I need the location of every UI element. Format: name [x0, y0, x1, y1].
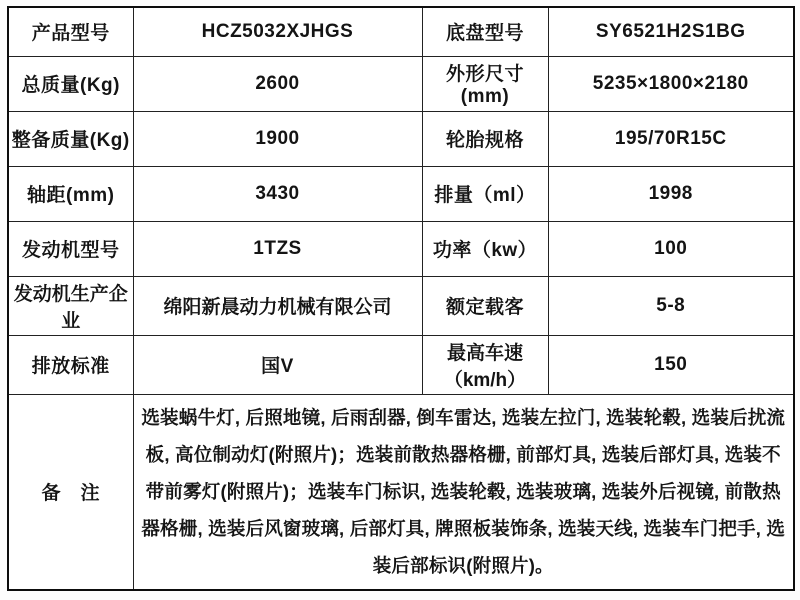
label-rated-passengers: 额定载客 — [422, 276, 548, 335]
remark-line-3: 带前雾灯(附照片)；选装车门标识, 选装轮毂, 选装玻璃, 选装外后视镜, 前散热 — [145, 481, 781, 503]
label-chassis-model: 底盘型号 — [422, 7, 548, 56]
label-curb-mass: 整备质量(Kg) — [8, 111, 133, 166]
table-row — [8, 111, 794, 166]
value-max-speed: 150 — [548, 335, 794, 394]
label-tire-spec: 轮胎规格 — [422, 111, 548, 166]
table-row — [8, 335, 794, 394]
label-dimensions: 外形尺寸(mm) — [422, 56, 548, 111]
value-dimensions: 5235×1800×2180 — [548, 56, 794, 111]
label-wheelbase: 轴距(mm) — [8, 166, 133, 221]
table-row — [8, 221, 794, 276]
value-engine-manufacturer: 绵阳新晨动力机械有限公司 — [133, 276, 422, 335]
value-total-mass: 2600 — [133, 56, 422, 111]
label-product-model: 产品型号 — [8, 7, 133, 56]
value-emission-standard: 国V — [133, 335, 422, 394]
label-power: 功率（kw） — [422, 221, 548, 276]
table-row-remarks — [8, 394, 794, 590]
label-emission-standard: 排放标准 — [8, 335, 133, 394]
remark-line-4: 器格栅, 选装后风窗玻璃, 后部灯具, 牌照板装饰条, 选装天线, 选装车门把手, 选 — [141, 518, 786, 540]
value-engine-model: 1TZS — [133, 221, 422, 276]
value-rated-passengers: 5-8 — [548, 276, 794, 335]
table-row — [8, 276, 794, 335]
table-row — [8, 7, 794, 56]
table-row — [8, 56, 794, 111]
label-engine-manufacturer: 发动机生产企业 — [8, 276, 133, 335]
value-product-model: HCZ5032XJHGS — [133, 7, 422, 56]
remark-line-5: 装后部标识(附照片)。 — [372, 555, 554, 577]
value-power: 100 — [548, 221, 794, 276]
label-remarks: 备 注 — [8, 394, 133, 590]
label-total-mass: 总质量(Kg) — [8, 56, 133, 111]
table-row — [8, 166, 794, 221]
label-engine-model: 发动机型号 — [8, 221, 133, 276]
value-tire-spec: 195/70R15C — [548, 111, 794, 166]
remark-line-1: 选装蜗牛灯, 后照地镜, 后雨刮器, 倒车雷达, 选装左拉门, 选装轮毂, 选装后扰流 — [141, 407, 786, 429]
label-max-speed: 最高车速（km/h） — [422, 335, 548, 394]
value-wheelbase: 3430 — [133, 166, 422, 221]
value-remarks — [133, 394, 794, 590]
value-displacement: 1998 — [548, 166, 794, 221]
label-displacement: 排量（ml） — [422, 166, 548, 221]
value-chassis-model: SY6521H2S1BG — [548, 7, 794, 56]
vehicle-spec-table — [7, 6, 795, 591]
remark-line-2: 板, 高位制动灯(附照片)；选装前散热器格栅, 前部灯具, 选装后部灯具, 选装不 — [145, 444, 781, 466]
value-curb-mass: 1900 — [133, 111, 422, 166]
